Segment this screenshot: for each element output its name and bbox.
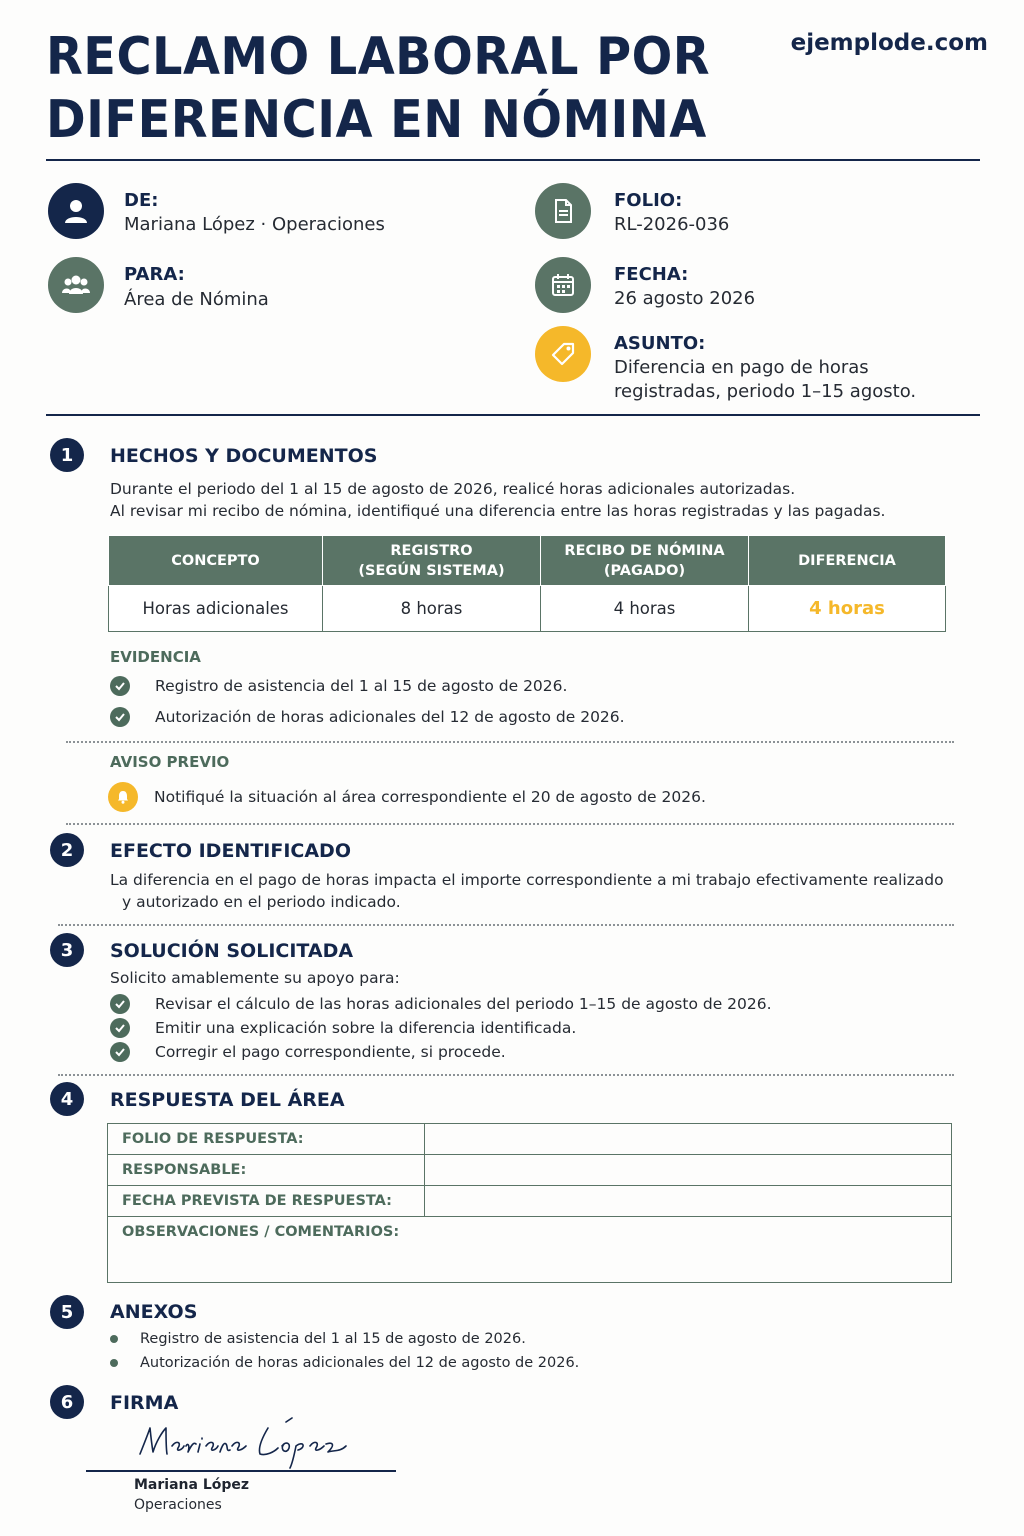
observations-label: OBSERVACIONES / COMENTARIOS: bbox=[122, 1224, 400, 1240]
annex-item: Autorización de horas adicionales del 12 de agosto de 2026. bbox=[110, 1355, 579, 1371]
document-title bbox=[46, 26, 745, 152]
date-label: FECHA: bbox=[614, 264, 689, 285]
from-label: DE: bbox=[124, 190, 159, 211]
subject-value bbox=[614, 356, 916, 404]
section-title-response: RESPUESTA DEL ÁREA bbox=[110, 1089, 345, 1111]
solution-item: Revisar el cálculo de las horas adicionales del periodo 1–15 de agosto de 2026. bbox=[110, 994, 772, 1014]
dotted-divider bbox=[66, 823, 954, 825]
effect-text bbox=[110, 869, 944, 913]
top-divider bbox=[46, 159, 980, 161]
title-line-2: DIFERENCIA EN NÓMINA bbox=[46, 90, 707, 150]
effect-line-2: y autorizado en el periodo indicado. bbox=[122, 893, 401, 911]
folio-value: RL-2026-036 bbox=[614, 214, 730, 235]
check-icon bbox=[110, 994, 130, 1014]
table-row bbox=[109, 586, 946, 632]
solution-item: Emitir una explicación sobre la diferencia identificada. bbox=[110, 1018, 576, 1038]
response-date-label: FECHA PREVISTA DE RESPUESTA: bbox=[108, 1186, 425, 1217]
cell-concept: Horas adicionales bbox=[109, 586, 323, 632]
section-number-3: 3 bbox=[50, 933, 84, 967]
evidence-title: EVIDENCIA bbox=[110, 648, 201, 666]
bell-icon bbox=[108, 782, 138, 812]
bullet-icon bbox=[110, 1335, 118, 1343]
cell-paid: 4 horas bbox=[541, 586, 749, 632]
subject-line-1: Diferencia en pago de horas bbox=[614, 357, 869, 378]
cell-registered: 8 horas bbox=[323, 586, 541, 632]
subject-line-2: registradas, periodo 1–15 agosto. bbox=[614, 381, 917, 402]
dotted-divider bbox=[58, 1074, 954, 1076]
dotted-divider bbox=[66, 741, 954, 743]
section-number-6: 6 bbox=[50, 1385, 84, 1419]
response-table bbox=[107, 1123, 952, 1283]
header-divider bbox=[46, 414, 980, 416]
response-owner-field[interactable] bbox=[425, 1155, 952, 1186]
section-number-5: 5 bbox=[50, 1295, 84, 1329]
evidence-item: Registro de asistencia del 1 al 15 de agosto de 2026. bbox=[110, 676, 567, 696]
section-title-solution: SOLUCIÓN SOLICITADA bbox=[110, 940, 354, 962]
facts-line-1: Durante el periodo del 1 al 15 de agosto de 2026, realicé horas adicionales autorizadas. bbox=[110, 480, 796, 498]
col-header-registered: REGISTRO (SEGÚN SISTEMA) bbox=[323, 536, 541, 586]
effect-line-1: La diferencia en el pago de horas impacta el importe correspondiente a mi trabajo efectivamente realizado bbox=[110, 871, 944, 889]
date-value: 26 agosto 2026 bbox=[614, 288, 756, 309]
section-title-signature: FIRMA bbox=[110, 1392, 179, 1414]
document-icon bbox=[535, 183, 591, 239]
handwritten-signature bbox=[136, 1416, 366, 1470]
col-header-difference: DIFERENCIA bbox=[749, 536, 946, 586]
section-title-effect: EFECTO IDENTIFICADO bbox=[110, 840, 351, 862]
user-icon bbox=[48, 183, 104, 239]
facts-text bbox=[110, 478, 885, 522]
to-value: Área de Nómina bbox=[124, 289, 269, 310]
dotted-divider bbox=[58, 924, 954, 926]
col-header-paid: RECIBO DE NÓMINA (PAGADO) bbox=[541, 536, 749, 586]
response-date-field[interactable] bbox=[425, 1186, 952, 1217]
bullet-icon bbox=[110, 1359, 118, 1367]
section-number-2: 2 bbox=[50, 833, 84, 867]
notice-item: Notifiqué la situación al área correspondiente el 20 de agosto de 2026. bbox=[108, 782, 706, 812]
observations-field[interactable] bbox=[108, 1217, 952, 1283]
notice-title: AVISO PREVIO bbox=[110, 753, 230, 771]
section-title-annexes: ANEXOS bbox=[110, 1301, 198, 1323]
solution-intro: Solicito amablemente su apoyo para: bbox=[110, 969, 400, 987]
table-row bbox=[108, 1124, 952, 1155]
tag-icon bbox=[535, 326, 591, 382]
section-title-facts: HECHOS Y DOCUMENTOS bbox=[110, 445, 378, 467]
signer-name: Mariana López bbox=[134, 1477, 250, 1493]
facts-line-2: Al revisar mi recibo de nómina, identifiqué una diferencia entre las horas registradas y las pagadas. bbox=[110, 502, 886, 520]
calendar-icon bbox=[535, 257, 591, 313]
section-number-1: 1 bbox=[50, 438, 84, 472]
response-owner-label: RESPONSABLE: bbox=[108, 1155, 425, 1186]
group-icon bbox=[48, 257, 104, 313]
check-icon bbox=[110, 707, 130, 727]
check-icon bbox=[110, 1018, 130, 1038]
annex-item: Registro de asistencia del 1 al 15 de agosto de 2026. bbox=[110, 1331, 526, 1347]
comparison-header-row bbox=[109, 536, 946, 586]
response-folio-field[interactable] bbox=[425, 1124, 952, 1155]
from-value: Mariana López · Operaciones bbox=[124, 214, 385, 235]
table-row bbox=[108, 1155, 952, 1186]
table-row bbox=[108, 1217, 952, 1283]
check-icon bbox=[110, 1042, 130, 1062]
evidence-item: Autorización de horas adicionales del 12 de agosto de 2026. bbox=[110, 707, 625, 727]
subject-label: ASUNTO: bbox=[614, 333, 706, 354]
to-label: PARA: bbox=[124, 264, 185, 285]
comparison-table bbox=[108, 535, 946, 632]
signature-line bbox=[86, 1470, 396, 1472]
response-folio-label: FOLIO DE RESPUESTA: bbox=[108, 1124, 425, 1155]
signer-department: Operaciones bbox=[134, 1497, 222, 1513]
table-row bbox=[108, 1186, 952, 1217]
section-number-4: 4 bbox=[50, 1082, 84, 1116]
title-line-1: RECLAMO LABORAL POR bbox=[46, 27, 711, 87]
cell-difference: 4 horas bbox=[749, 586, 946, 632]
check-icon bbox=[110, 676, 130, 696]
col-header-concept: CONCEPTO bbox=[109, 536, 323, 586]
solution-item: Corregir el pago correspondiente, si procede. bbox=[110, 1042, 506, 1062]
folio-label: FOLIO: bbox=[614, 190, 683, 211]
site-name: ejemplode.com bbox=[790, 30, 988, 56]
